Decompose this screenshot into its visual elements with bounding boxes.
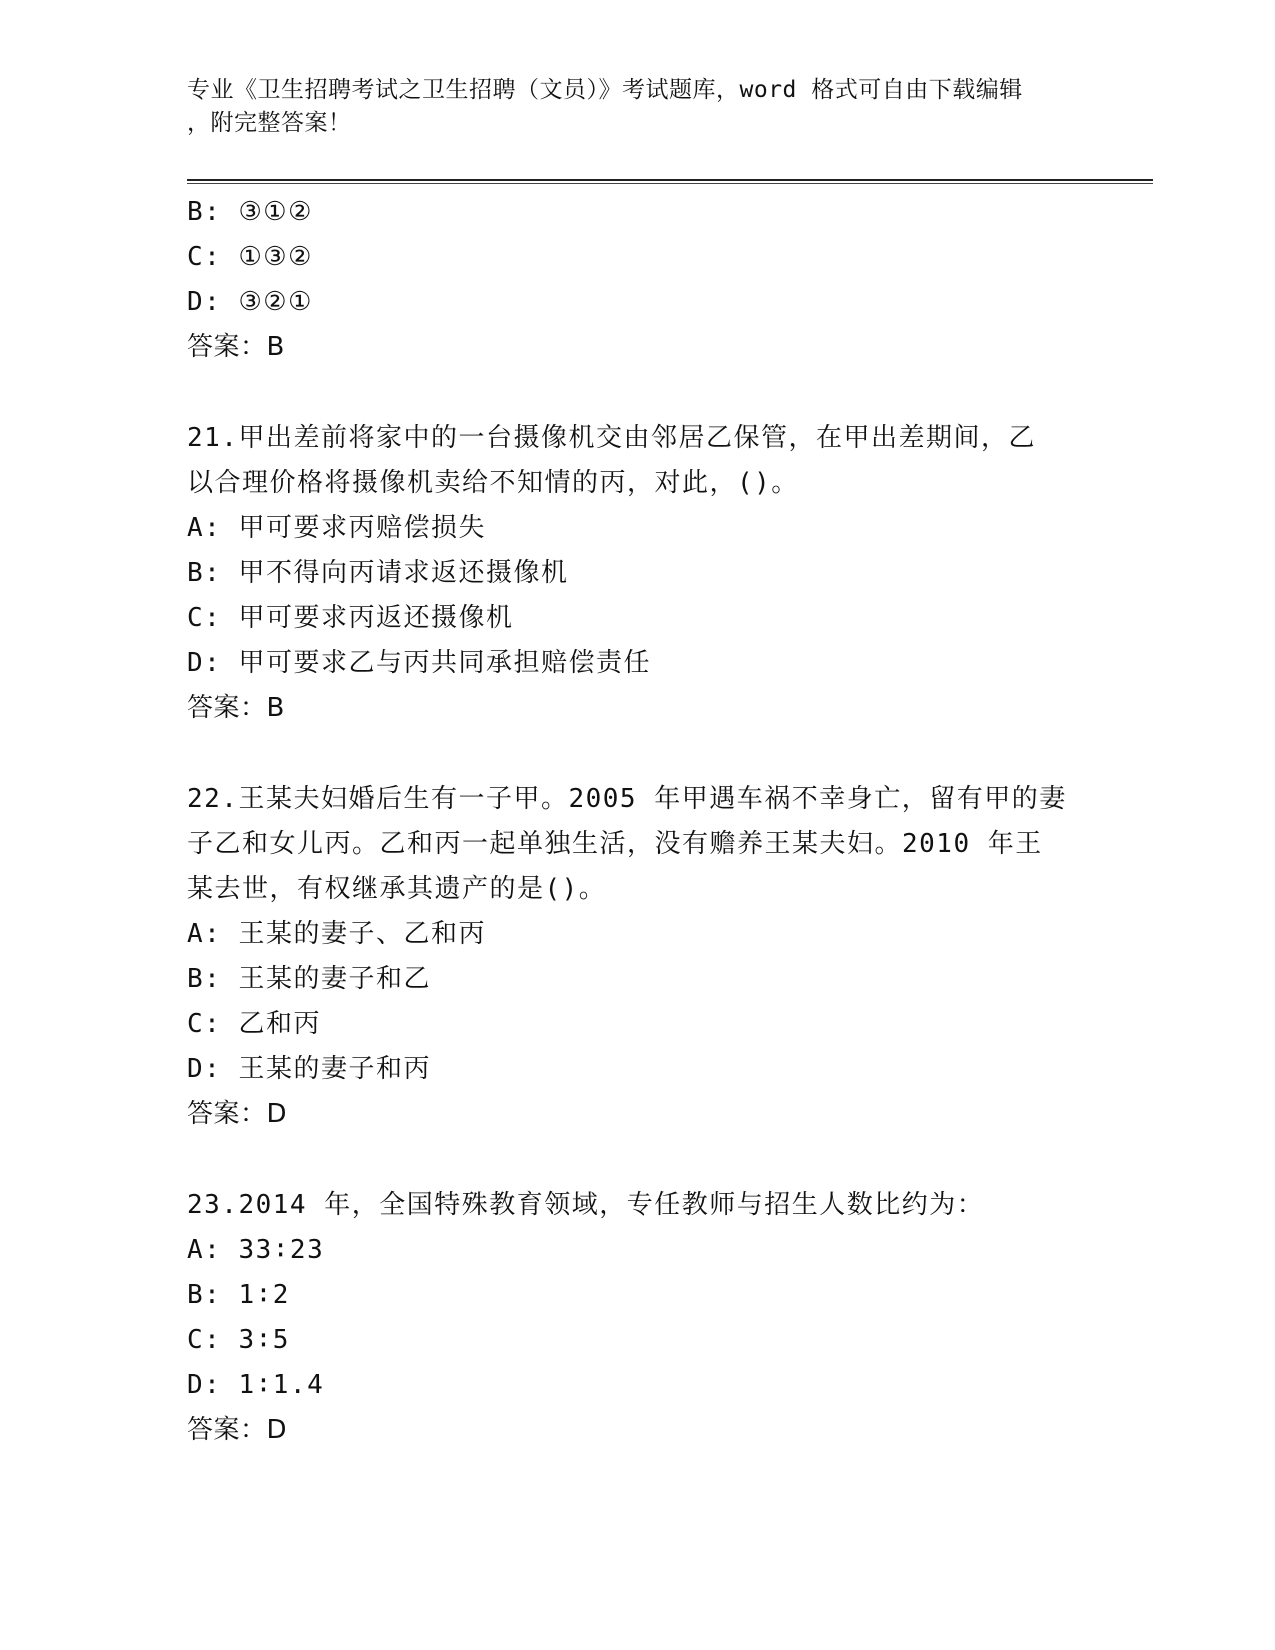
q21-option-b: B: 甲不得向丙请求返还摄像机 [187,558,569,588]
q21-stem-line-1: 21.甲出差前将家中的一台摄像机交由邻居乙保管，在甲出差期间，乙 [187,423,1036,453]
q22-answer: 答案：D [187,1099,288,1129]
q23-option-c: C: 3∶5 [187,1325,290,1355]
spacer [187,1137,1087,1183]
document-body [187,190,1087,1453]
q22-option-b: B: 王某的妻子和乙 [187,964,431,994]
q21-stem-line-2: 以合理价格将摄像机卖给不知情的丙，对此，()。 [187,468,799,498]
header-line-1: 专业《卫生招聘考试之卫生招聘（文员）》考试题库，word 格式可自由下载编辑 [187,77,1023,103]
q23-option-d: D: 1∶1.4 [187,1370,325,1400]
q22-stem-line-3: 某去世，有权继承其遗产的是()。 [187,874,607,904]
q23-option-a: A: 33∶23 [187,1235,325,1265]
q21-option-a: A: 甲可要求丙赔偿损失 [187,513,486,543]
q20-option-b: B: ③①② [187,197,313,227]
q20-option-c: C: ①③② [187,242,313,272]
q22-stem-line-1: 22.王某夫妇婚后生有一子甲。2005 年甲遇车祸不幸身亡，留有甲的妻 [187,784,1067,814]
question-22 [187,777,1087,1137]
q23-stem-line-1: 23.2014 年，全国特殊教育领域，专任教师与招生人数比约为： [187,1190,985,1220]
q22-option-d: D: 王某的妻子和丙 [187,1054,431,1084]
q22-stem-line-2: 子乙和女儿丙。乙和丙一起单独生活，没有赡养王某夫妇。2010 年王 [187,829,1043,859]
header-divider-thick [187,179,1153,181]
question-21 [187,416,1087,731]
header-line-2: ，附完整答案！ [187,110,352,136]
question-23 [187,1183,1087,1453]
q21-option-c: C: 甲可要求丙返还摄像机 [187,603,514,633]
q23-option-b: B: 1∶2 [187,1280,290,1310]
q22-option-a: A: 王某的妻子、乙和丙 [187,919,486,949]
q23-answer: 答案：D [187,1415,288,1445]
header-divider-thin [187,183,1153,184]
question-20-tail [187,190,1087,370]
q21-answer: 答案：B [187,693,285,723]
document-header [187,74,1087,140]
q20-answer: 答案：B [187,332,285,362]
q20-option-d: D: ③②① [187,287,313,317]
spacer [187,370,1087,416]
spacer [187,731,1087,777]
q21-option-d: D: 甲可要求乙与丙共同承担赔偿责任 [187,648,651,678]
q22-option-c: C: 乙和丙 [187,1009,321,1039]
